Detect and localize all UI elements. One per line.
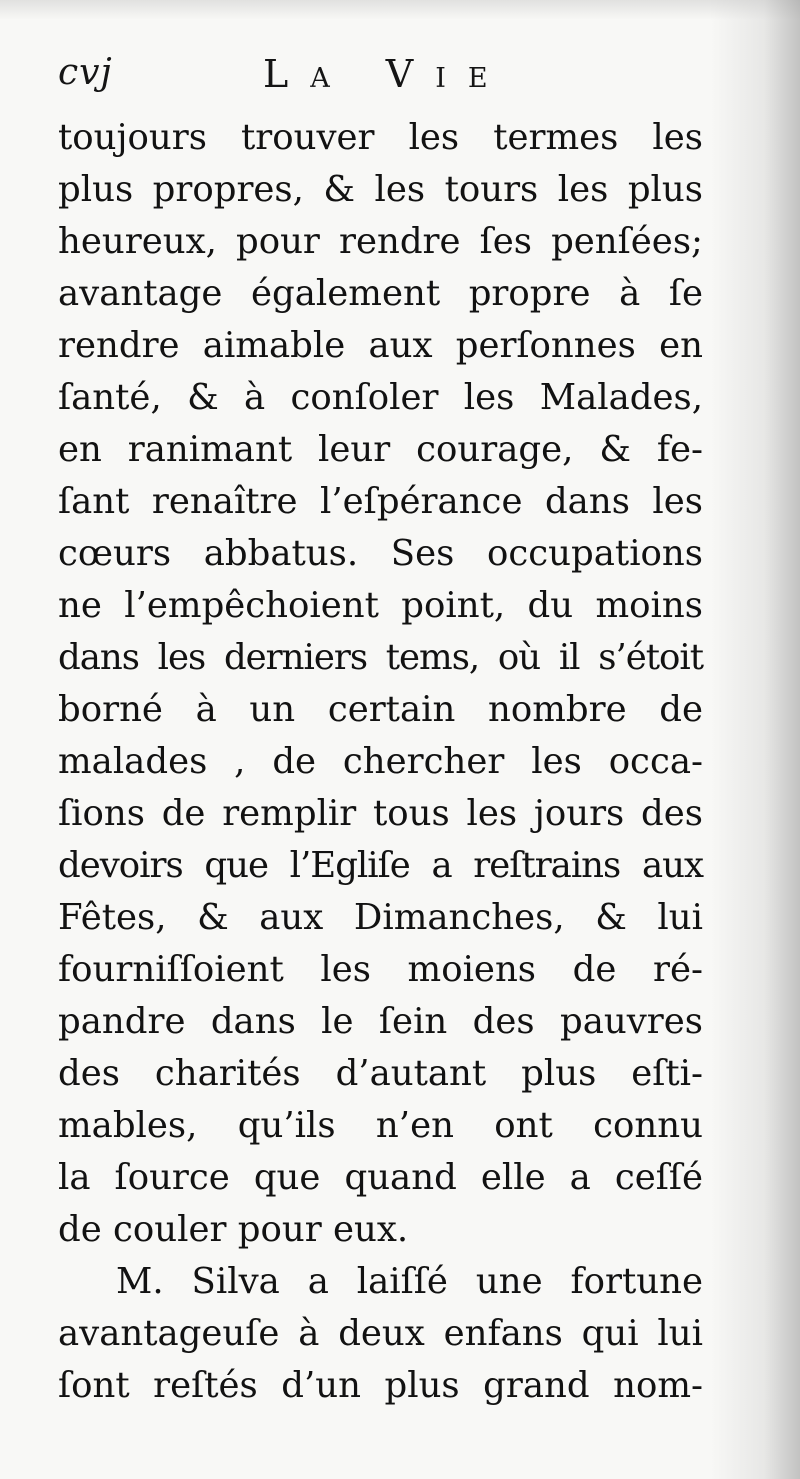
- text-line: plus propres, & les tours les plus: [58, 169, 703, 210]
- text-line: en ranimant leur courage, & fe-: [58, 429, 703, 470]
- text-line: ſont reſtés d’un plus grand nom-: [58, 1365, 703, 1406]
- text-line: fourniſſoient les moiens de ré-: [58, 949, 703, 990]
- text-line: heureux, pour rendre ſes penſées;: [58, 221, 703, 262]
- text-line: devoirs que l’Egliſe a reſtrains aux: [58, 845, 703, 886]
- running-title: La Vie: [263, 52, 510, 96]
- paragraph-start-line: M. Silva a laiſſé une fortune: [116, 1261, 703, 1302]
- text-line: malades , de chercher les occa-: [58, 741, 703, 782]
- page-gutter-shadow: [710, 0, 800, 1479]
- text-line: borné à un certain nombre de: [58, 689, 703, 730]
- page-header: [58, 52, 708, 102]
- text-line: pandre dans le ſein des pauvres: [58, 1001, 703, 1042]
- text-line: avantage également propre à ſe: [58, 273, 703, 314]
- text-line: mables, qu’ils n’en ont connu: [58, 1105, 703, 1146]
- text-line: dans les derniers tems, où il s’étoit: [58, 637, 703, 678]
- page-top-shadow: [0, 0, 800, 20]
- text-line: la ſource que quand elle a ceſſé: [58, 1157, 703, 1198]
- text-line: ne l’empêchoient point, du moins: [58, 585, 703, 626]
- text-line: ſions de remplir tous les jours des: [58, 793, 703, 834]
- text-line: cœurs abbatus. Ses occupations: [58, 533, 703, 574]
- page-number: cvj: [58, 52, 113, 93]
- text-line: avantageuſe à deux enfans qui lui: [58, 1313, 703, 1354]
- text-line: toujours trouver les termes les: [58, 117, 703, 158]
- paragraph-end-line: de couler pour eux.: [58, 1209, 409, 1250]
- text-line: Fêtes, & aux Dimanches, & lui: [58, 897, 703, 938]
- text-line: ſanté, & à conſoler les Malades,: [58, 377, 703, 418]
- text-line: rendre aimable aux perſonnes en: [58, 325, 703, 366]
- body-text: [58, 112, 703, 1412]
- text-line: ſant renaître l’eſpérance dans les: [58, 481, 703, 522]
- text-line: des charités d’autant plus eſti-: [58, 1053, 703, 1094]
